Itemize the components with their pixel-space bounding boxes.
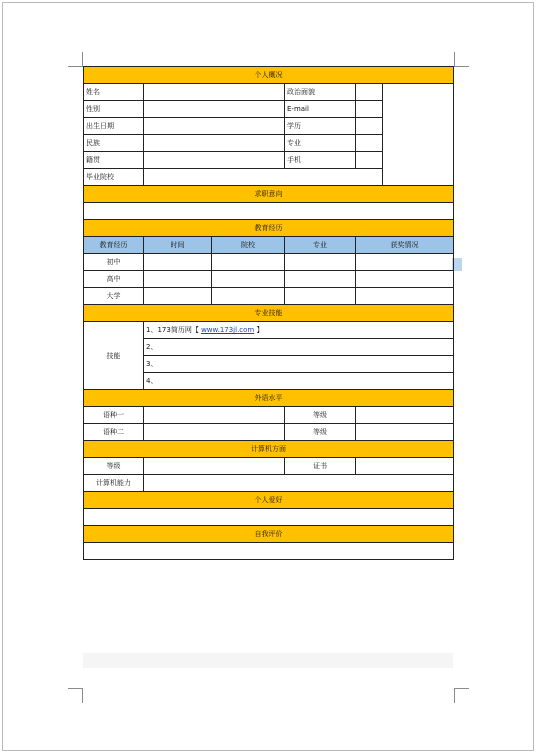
crop-mark-bottom-right xyxy=(454,688,469,703)
skill-link[interactable]: www.173jl.com xyxy=(201,326,255,334)
label-email: E-mail xyxy=(285,101,356,118)
edu-cell[interactable] xyxy=(356,271,454,288)
label-lang2: 语种二 xyxy=(84,424,144,441)
section-computer: 计算机方面 xyxy=(84,441,454,458)
section-personal: 个人概况 xyxy=(84,67,454,84)
label-gender: 性别 xyxy=(84,101,144,118)
cell-computer-ability-value[interactable] xyxy=(144,475,454,492)
cell-lang1-value[interactable] xyxy=(144,407,285,424)
label-cert: 证书 xyxy=(285,458,356,475)
label-degree: 学历 xyxy=(285,118,356,135)
edu-cell[interactable] xyxy=(144,254,212,271)
cell-name-value[interactable] xyxy=(144,84,285,101)
cell-intent-value[interactable] xyxy=(84,203,454,220)
edu-header-awards: 获奖情况 xyxy=(356,237,454,254)
crop-mark-top-right xyxy=(454,52,469,67)
edu-cell[interactable] xyxy=(356,288,454,305)
skill-item[interactable]: 2、 xyxy=(144,339,454,356)
label-school: 毕业院校 xyxy=(84,169,144,186)
section-self-eval: 自我评价 xyxy=(84,526,454,543)
edu-row-label: 初中 xyxy=(84,254,144,271)
section-education: 教育经历 xyxy=(84,220,454,237)
cell-phone-value[interactable] xyxy=(356,152,383,169)
cell-gender-value[interactable] xyxy=(144,101,285,118)
label-name: 姓名 xyxy=(84,84,144,101)
cell-lang2-level-value[interactable] xyxy=(356,424,454,441)
cell-school-value[interactable] xyxy=(144,169,383,186)
edu-cell[interactable] xyxy=(144,271,212,288)
cell-self-eval-value[interactable] xyxy=(84,543,454,560)
label-phone: 手机 xyxy=(285,152,356,169)
cell-degree-value[interactable] xyxy=(356,118,383,135)
edu-cell[interactable] xyxy=(285,254,356,271)
skill-item[interactable]: 3、 xyxy=(144,356,454,373)
skill-item[interactable]: 4、 xyxy=(144,373,454,390)
edu-header-time: 时间 xyxy=(144,237,212,254)
photo-cell[interactable] xyxy=(383,84,454,186)
edu-header-school: 院校 xyxy=(212,237,285,254)
edu-cell[interactable] xyxy=(144,288,212,305)
label-lang1: 语种一 xyxy=(84,407,144,424)
crop-mark-top-left xyxy=(68,52,83,67)
section-intent: 求职意向 xyxy=(84,186,454,203)
edu-row-label: 高中 xyxy=(84,271,144,288)
label-hometown: 籍贯 xyxy=(84,152,144,169)
cell-email-value[interactable] xyxy=(356,101,383,118)
cell-ethnic-value[interactable] xyxy=(144,135,285,152)
section-language: 外语水平 xyxy=(84,390,454,407)
label-birth: 出生日期 xyxy=(84,118,144,135)
skill-item-text: 1、173简历网【 xyxy=(146,326,199,334)
edu-cell[interactable] xyxy=(212,254,285,271)
cell-hobby-value[interactable] xyxy=(84,509,454,526)
label-lang1-level: 等级 xyxy=(285,407,356,424)
section-skills: 专业技能 xyxy=(84,305,454,322)
edu-cell[interactable] xyxy=(356,254,454,271)
skills-label: 技能 xyxy=(84,322,144,390)
edu-cell[interactable] xyxy=(212,271,285,288)
skill-item-close: 】 xyxy=(256,326,264,334)
cell-birth-value[interactable] xyxy=(144,118,285,135)
label-lang2-level: 等级 xyxy=(285,424,356,441)
edu-cell[interactable] xyxy=(285,288,356,305)
cell-cert-value[interactable] xyxy=(356,458,454,475)
edu-header-level: 教育经历 xyxy=(84,237,144,254)
cell-major-value[interactable] xyxy=(356,135,383,152)
cell-computer-level-value[interactable] xyxy=(144,458,285,475)
edu-cell[interactable] xyxy=(212,288,285,305)
label-political: 政治面貌 xyxy=(285,84,356,101)
label-computer-level: 等级 xyxy=(84,458,144,475)
crop-mark-bottom-left xyxy=(68,688,83,703)
cell-lang2-value[interactable] xyxy=(144,424,285,441)
edu-header-major: 专业 xyxy=(285,237,356,254)
cell-political-value[interactable] xyxy=(356,84,383,101)
skill-item[interactable] xyxy=(144,322,454,339)
label-ethnic: 民族 xyxy=(84,135,144,152)
edu-row-label: 大学 xyxy=(84,288,144,305)
cell-hometown-value[interactable] xyxy=(144,152,285,169)
section-hobby: 个人爱好 xyxy=(84,492,454,509)
label-major: 专业 xyxy=(285,135,356,152)
edu-cell[interactable] xyxy=(285,271,356,288)
resume-table xyxy=(83,66,454,560)
cell-lang1-level-value[interactable] xyxy=(356,407,454,424)
page-bottom-strip xyxy=(83,653,453,668)
label-computer-ability: 计算机能力 xyxy=(84,475,144,492)
